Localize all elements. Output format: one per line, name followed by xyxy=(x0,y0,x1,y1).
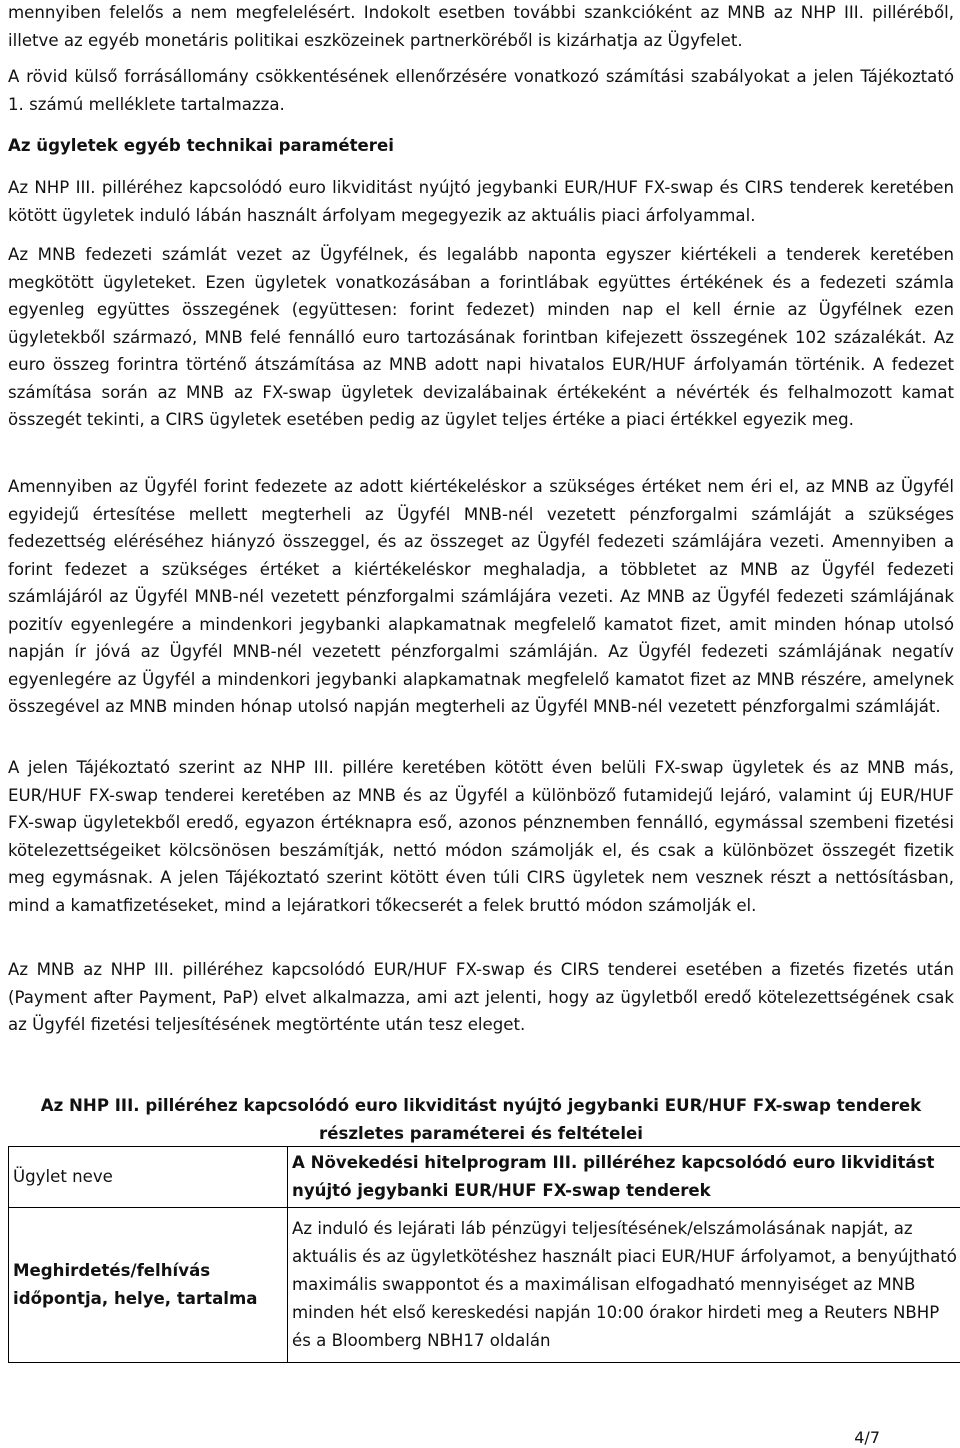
table-cell-label: Meghirdetés/felhívás időpontja, helye, tartalma xyxy=(9,1208,288,1363)
paragraph-collateral-shortfall: Amennyiben az Ügyfél forint fedezete az adott kiértékeléskor a szükséges értéket nem éri el, az MNB az Ügyfél egyidejű értesítése mellett megterheli az Ügyfél MNB-nél vezetett pénzforgalmi számláját a szükséges fedezettség eléréséhez hiányzó összeggel, és az összeget az Ügyfél fedezeti számlájára vezeti. Amennyiben a forint fedezet a szükséges értéket a kiértékeléskor meghaladja, a többletet az MNB az Ügyfél fedezeti számlájáról az Ügyfél MNB-nél vezetett pénzforgalmi számlájára vezeti. Az MNB az Ügyfél fedezeti számlájának pozitív egyenlegére a mindenkori jegybanki alapkamatnak megfelelő kamatot fizet, amit minden hónap utolsó napján ír jóvá az Ügyfél MNB-nél vezetett pénzforgalmi számláján. Az Ügyfél fedezeti számlájának negatív egyenlegére az Ügyfél a mindenkori jegybanki alapkamatnak megfelelő kamatot fizet az MNB részére, amelynek összegével az MNB minden hónap utolsó napján megterheli az Ügyfél MNB-nél vezetett pénzforgalmi számláját. xyxy=(8,477,954,716)
table-cell-value: Az induló és lejárati láb pénzügyi teljesítésének/elszámolásának napját, az aktuális és az ügyletkötéshez használt piaci EUR/HUF árfolyamot, a benyújtható maximális swappontot és a maximálisan elfogadható mennyiséget az MNB minden hét első kereskedési napján 10:00 órakor hirdeti meg a Reuters NBHP és a Bloomberg NBH17 oldalán xyxy=(288,1208,960,1363)
table-cell-label: Ügylet neve xyxy=(9,1147,288,1208)
parameters-table xyxy=(8,1146,960,1363)
page-number: 4/7 xyxy=(854,1428,880,1447)
table-cell-value: A Növekedési hitelprogram III. pilléréhez kapcsolódó euro likviditást nyújtó jegybanki EUR/HUF FX-swap tenderek xyxy=(288,1147,960,1208)
paragraph-sanctions: mennyiben felelős a nem megfelelésért. Indokolt esetben további szankcióként az MNB az NHP III. pilléréből, illetve az egyéb monetáris politikai eszközeinek partnerköréből is kizárhatja az Ügyfelet. xyxy=(8,3,954,50)
section-heading-technical-parameters: Az ügyletek egyéb technikai paraméterei xyxy=(8,136,394,155)
paragraph-netting: A jelen Tájékoztató szerint az NHP III. pillére keretében kötött éven belüli FX-swap ügyletek és az MNB más, EUR/HUF FX-swap tenderei keretében az MNB és az Ügyfél a különböző futamidejű lejáró, valamint új EUR/HUF FX-swap ügyletekből eredő, egyazon értéknapra eső, azonos pénznemben fennálló, egymással szembeni fizetési kötelezettségeiket kölcsönösen beszámítják, nettó módon számolják el, és csak a különbözet összegét fizetik meg egymásnak. A jelen Tájékoztató szerint kötött éven túli CIRS ügyletek nem vesznek részt a nettósításban, mind a kamatfizetéseket, mind a lejáratkori tőkecserét a felek bruttó módon számolják el. xyxy=(8,758,954,915)
table-title: Az NHP III. pilléréhez kapcsolódó euro likviditást nyújtó jegybanki EUR/HUF FX-swap tenderek részletes paraméterei és feltételei xyxy=(40,1096,922,1143)
paragraph-collateral-account: Az MNB fedezeti számlát vezet az Ügyfélnek, és legalább naponta egyszer kiértékeli a tenderek keretében megkötött ügyleteket. Ezen ügyletek vonatkozásában a forintlábak együttes értékének és a fedezeti számla egyenleg együttes összegének (együttesen: forint fedezet) minden nap el kell érnie az Ügyfélnek ezen ügyletekből származó, MNB felé fennálló euro tartozásának forintban kifejezett összegének 102 százalékát. Az euro összeg forintra történő átszámítása az MNB adott napi hivatalos EUR/HUF árfolyamán történik. A fedezet számítása során az MNB az FX-swap ügyletek devizalábainak értékeként a névérték és felhalmozott kamat összegét tekinti, a CIRS ügyletek esetében pedig az ügylet teljes értéke a piaci értékkel egyezik meg. xyxy=(8,245,954,429)
paragraph-exchange-rate: Az NHP III. pilléréhez kapcsolódó euro likviditást nyújtó jegybanki EUR/HUF FX-swap és CIRS tenderek keretében kötött ügyletek induló lábán használt árfolyam megegyezik az aktuális piaci árfolyammal. xyxy=(8,178,954,225)
paragraph-calculation-rules: A rövid külső forrásállomány csökkentésének ellenőrzésére vonatkozó számítási szabályokat a jelen Tájékoztató 1. számú melléklete tartalmazza. xyxy=(8,67,954,114)
table-row xyxy=(9,1208,960,1363)
table-row xyxy=(9,1147,960,1208)
paragraph-payment-after-payment: Az MNB az NHP III. pilléréhez kapcsolódó EUR/HUF FX-swap és CIRS tenderei esetében a fizetés fizetés után (Payment after Payment, PaP) elvet alkalmazza, ami azt jelenti, hogy az ügyletből eredő kötelezettségének csak az Ügyfél fizetési teljesítésének megtörténte után tesz eleget. xyxy=(8,960,954,1034)
